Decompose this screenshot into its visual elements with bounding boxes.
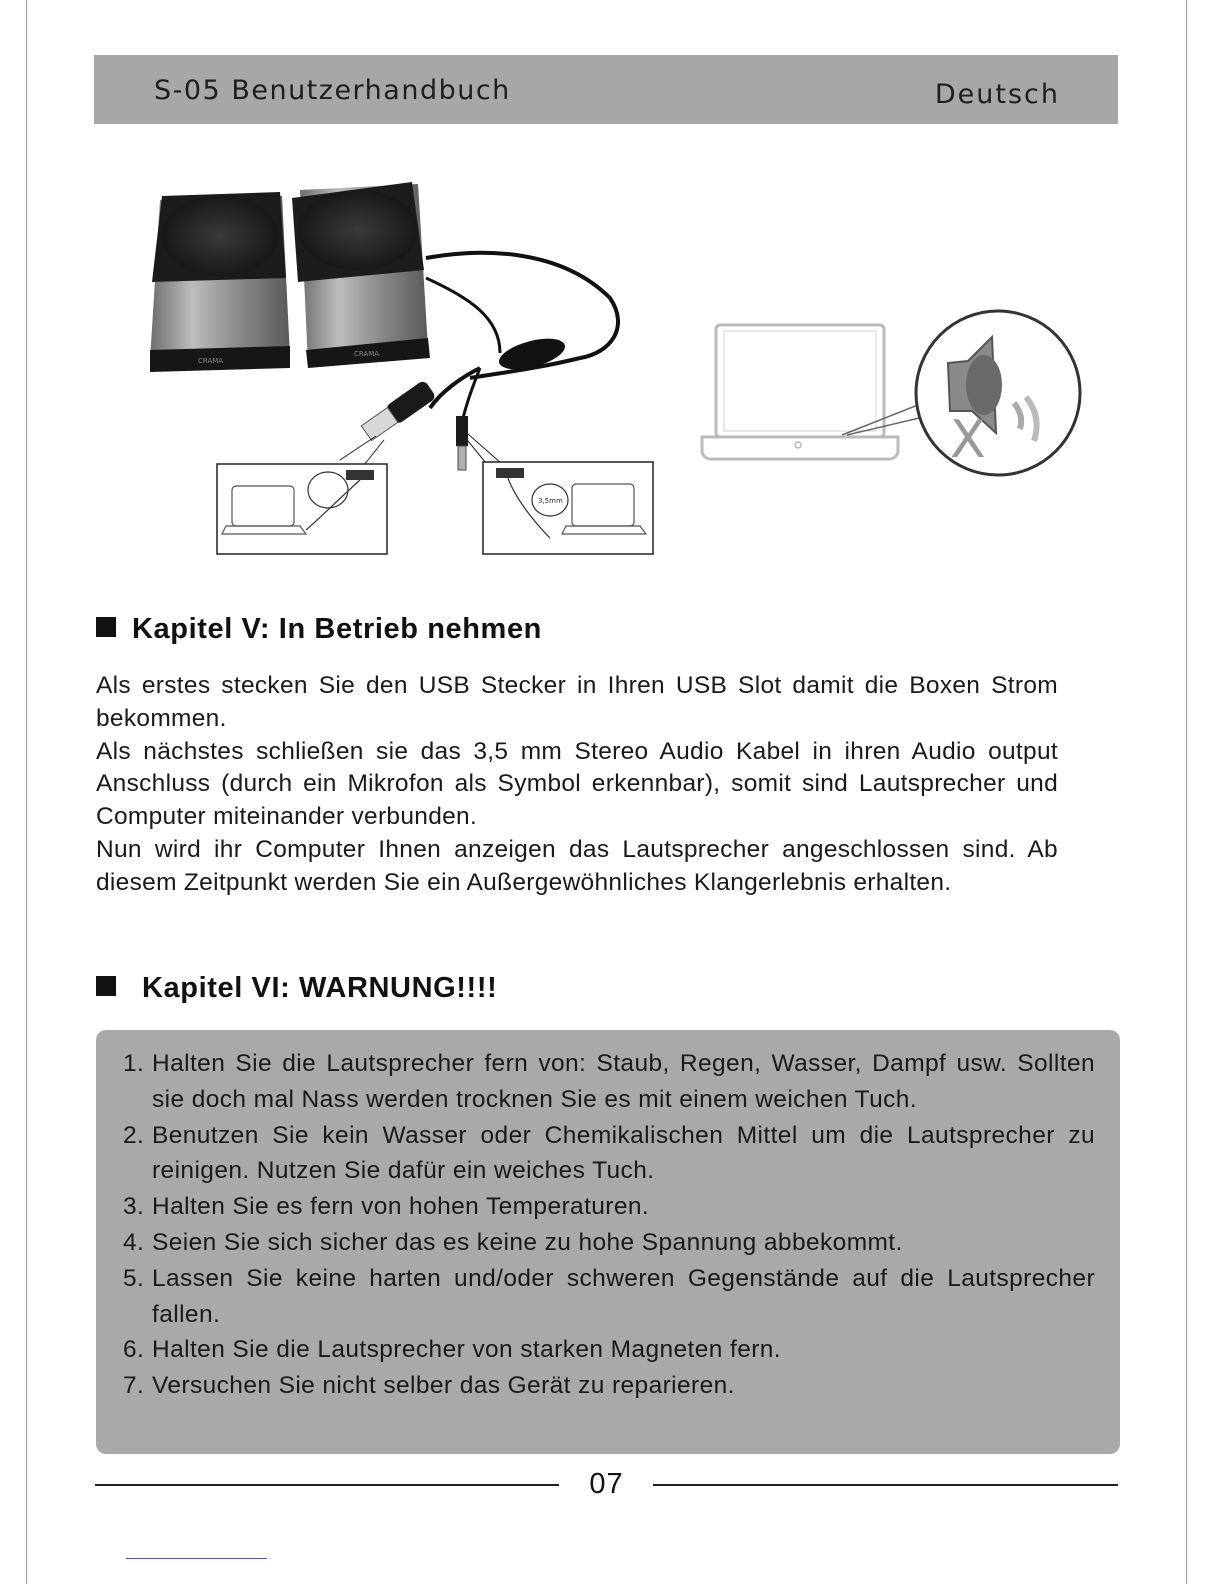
item-text: Lassen Sie keine harten und/oder schweren Gegenstände auf die Lautsprecher fallen. — [152, 1264, 1095, 1328]
item-number: 3. — [123, 1193, 145, 1221]
item-text: Halten Sie es fern von hohen Temperaturen. — [152, 1193, 650, 1221]
jack-size-label: 3,5mm — [538, 497, 563, 505]
footer-accent-line — [126, 1558, 267, 1559]
left-speaker — [150, 192, 290, 372]
warning-list — [123, 1046, 1095, 1404]
section-title: Kapitel VI: WARNUNG!!!! — [142, 972, 498, 1004]
operation-instructions — [96, 670, 1058, 900]
section-heading-warning — [96, 972, 497, 1005]
list-item — [123, 1118, 1095, 1190]
mute-speaker-icon — [916, 311, 1080, 475]
speakers-connection-illustration — [140, 178, 660, 563]
right-speaker-brand: CRAMA — [354, 350, 380, 358]
mute-x-mark: X — [950, 410, 986, 470]
item-text: Halten Sie die Lautsprecher von starken Magneten fern. — [152, 1336, 782, 1364]
paragraph: Als nächstes schließen sie das 3,5 mm Stereo Audio Kabel in ihren Audio output Anschluss (durch ein Mikrofon als Symbol erkennbar), somit sind Lautsprecher und Computer miteinander verbunden. — [96, 737, 1058, 831]
list-item — [123, 1189, 1095, 1225]
header-bar — [94, 55, 1118, 124]
section-heading-operation — [96, 613, 542, 646]
manual-title: S-05 Benutzerhandbuch — [154, 75, 511, 106]
item-number: 1. — [123, 1050, 145, 1077]
list-item — [123, 1332, 1095, 1368]
item-number: 4. — [123, 1228, 145, 1256]
usb-connection-inset — [217, 464, 387, 554]
item-text: Benutzen Sie kein Wasser oder Chemikalischen Mittel um die Lautsprecher zu reinigen. Nutzen Sie dafür ein weiches Tuch. — [152, 1121, 1095, 1185]
section-title: Kapitel V: In Betrieb nehmen — [132, 613, 542, 645]
page-border-right — [1186, 0, 1187, 1584]
square-bullet-icon — [96, 617, 116, 637]
list-item — [123, 1368, 1095, 1404]
page-number: 07 — [589, 1468, 624, 1500]
list-item — [123, 1261, 1095, 1333]
footer-rule-left — [95, 1484, 559, 1486]
item-number: 7. — [123, 1372, 145, 1400]
item-number: 6. — [123, 1336, 145, 1364]
item-number: 2. — [123, 1121, 145, 1149]
paragraph: Als erstes stecken Sie den USB Stecker in Ihren USB Slot damit die Boxen Strom bekommen. — [96, 672, 1058, 732]
item-text: Seien Sie sich sicher das es keine zu hohe Spannung abbekommt. — [152, 1228, 903, 1256]
paragraph: Nun wird ihr Computer Ihnen anzeigen das Lautsprecher angeschlossen sind. Ab diesem Zeitpunkt werden Sie ein Außergewöhnliches Klangerlebnis erhalten. — [96, 835, 1058, 896]
language-label: Deutsch — [934, 79, 1060, 110]
item-number: 5. — [123, 1264, 145, 1292]
left-speaker-brand: CRAMA — [198, 357, 224, 365]
usb-plug — [360, 379, 437, 442]
list-item — [123, 1046, 1095, 1118]
audio-jack-plug — [456, 416, 468, 470]
laptop-mute-illustration — [692, 305, 1087, 485]
square-bullet-icon — [96, 976, 116, 996]
audio-connection-inset — [483, 462, 653, 554]
item-text: Halten Sie die Lautsprecher fern von: Staub, Regen, Wasser, Dampf usw. Sollten sie doch mal Nass werden trocknen Sie es mit einem weichen Tuch. — [152, 1050, 1095, 1113]
item-text: Versuchen Sie nicht selber das Gerät zu reparieren. — [152, 1372, 735, 1400]
page-border-left — [26, 0, 27, 1584]
list-item — [123, 1225, 1095, 1261]
right-speaker — [292, 182, 430, 368]
warning-box — [96, 1030, 1120, 1454]
footer-rule-right — [653, 1484, 1118, 1486]
